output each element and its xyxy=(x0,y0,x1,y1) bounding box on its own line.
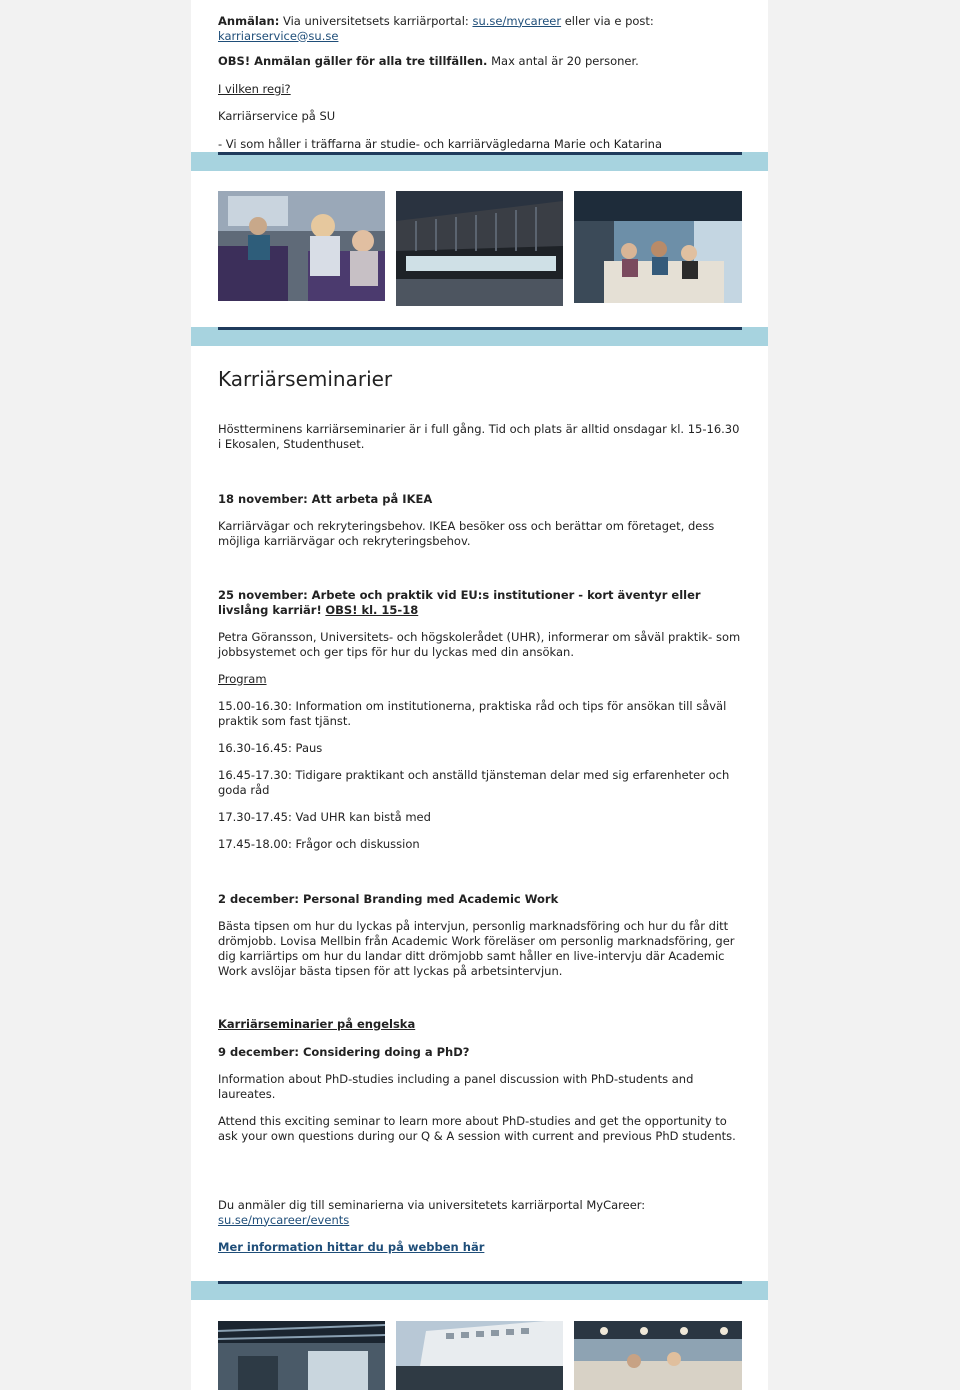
program-item: 17.45-18.00: Frågor och diskussion xyxy=(218,836,420,851)
divider-line xyxy=(218,1281,742,1284)
eu-time-link[interactable]: OBS! kl. 15-18 xyxy=(325,602,419,617)
divider-line xyxy=(218,152,742,155)
registration-label: Anmälan: xyxy=(218,13,280,28)
students-lounge-photo xyxy=(218,191,385,301)
who-link[interactable]: I vilken regi? xyxy=(218,81,291,96)
hall-interior-photo xyxy=(218,1321,385,1390)
eu-heading: 25 november: Arbete och praktik vid EU:s institutioner - kort äventyr eller livslång karriär! xyxy=(218,587,701,617)
more-info-link[interactable]: Mer information hittar du på webben här xyxy=(218,1239,485,1254)
eu-body: Petra Göransson, Universitets- och högskolerådet (UHR), informerar om såväl praktik- som jobbsystemet och ger tips för hur du lyckas med din ansökan. xyxy=(218,629,741,659)
campus-building-photo xyxy=(396,1321,563,1390)
english-seminars-link[interactable]: Karriärseminarier på engelska xyxy=(218,1016,416,1031)
eu-heading-paragraph xyxy=(218,588,743,618)
dining-area-photo xyxy=(574,1321,742,1390)
events-link[interactable]: su.se/mycareer/events xyxy=(218,1212,350,1227)
registration-text: Via universitetsets karriärportal: xyxy=(282,13,469,28)
section-divider xyxy=(191,1281,768,1300)
mycareer-link[interactable]: su.se/mycareer xyxy=(472,13,562,28)
register-text: Du anmäler dig till seminarierna via universitetets karriärportal MyCareer: xyxy=(218,1197,646,1212)
section-divider xyxy=(191,152,768,171)
obs-label: OBS! Anmälan gäller för alla tre tillfällen. xyxy=(218,53,488,68)
max-participants-text: Max antal är 20 personer. xyxy=(491,53,639,68)
program-paragraph xyxy=(218,672,743,687)
seminars-intro: Höstterminens karriärseminarier är i full gång. Tid och plats är alltid onsdagar kl. 15-16.30 i Ekosalen, Studenthuset. xyxy=(218,421,740,451)
seminars-title: Karriärseminarier xyxy=(218,367,393,391)
branding-heading: 2 december: Personal Branding med Academic Work xyxy=(218,891,559,906)
phd-heading: 9 december: Considering doing a PhD? xyxy=(218,1044,470,1059)
section-divider xyxy=(191,327,768,346)
ikea-body: Karriärvägar och rekryteringsbehov. IKEA besöker oss och berättar om företaget, dess möjliga karriärvägar och rekryteringsbehov. xyxy=(218,518,715,548)
building-night-photo xyxy=(396,191,563,306)
register-paragraph xyxy=(218,1198,743,1228)
program-item: 16.45-17.30: Tidigare praktikant och anställd tjänsteman delar med sig erfarenheter och goda råd xyxy=(218,767,730,797)
phd-body-1: Information about PhD-studies including a panel discussion with PhD-students and laureates. xyxy=(218,1071,694,1101)
program-item: 16.30-16.45: Paus xyxy=(218,740,323,755)
organizer-text: Karriärservice på SU xyxy=(218,108,336,123)
registration-or-text: eller via e post: xyxy=(564,13,654,28)
phd-body-2: Attend this exciting seminar to learn more about PhD-studies and get the opportunity to ask your own questions during our Q & A session with current and previous PhD students. xyxy=(218,1113,736,1143)
registration-paragraph xyxy=(218,14,743,44)
program-item: 17.30-17.45: Vad UHR kan bistå med xyxy=(218,809,431,824)
cafe-interior-photo xyxy=(574,191,742,303)
divider-line xyxy=(218,327,742,330)
more-info-paragraph xyxy=(218,1240,743,1255)
who-paragraph xyxy=(218,82,743,97)
program-item: 15.00-16.30: Information om institutionerna, praktiska råd och tips för ansökan till såväl praktik som fast tjänst. xyxy=(218,698,727,728)
branding-body: Bästa tipsen om hur du lyckas på intervjun, personlig marknadsföring och hur du får ditt drömjobb. Lovisa Mellbin från Academic Work föreläser om personlig marknadsföring, ger dig karriärtips om hur du landar ditt drömjobb samt håller en live-intervju där Academic Work avslöjar bästa tipsen för att lyckas på arbetsintervjun. xyxy=(218,918,735,978)
english-seminars-paragraph xyxy=(218,1017,743,1032)
email-link[interactable]: karriarservice@su.se xyxy=(218,28,339,43)
newsletter-page xyxy=(191,0,768,1390)
hosts-text: - Vi som håller i träffarna är studie- och karriärvägledarna Marie och Katarina xyxy=(218,136,663,151)
program-link[interactable]: Program xyxy=(218,671,267,686)
ikea-heading: 18 november: Att arbeta på IKEA xyxy=(218,491,433,506)
obs-paragraph xyxy=(218,54,743,69)
